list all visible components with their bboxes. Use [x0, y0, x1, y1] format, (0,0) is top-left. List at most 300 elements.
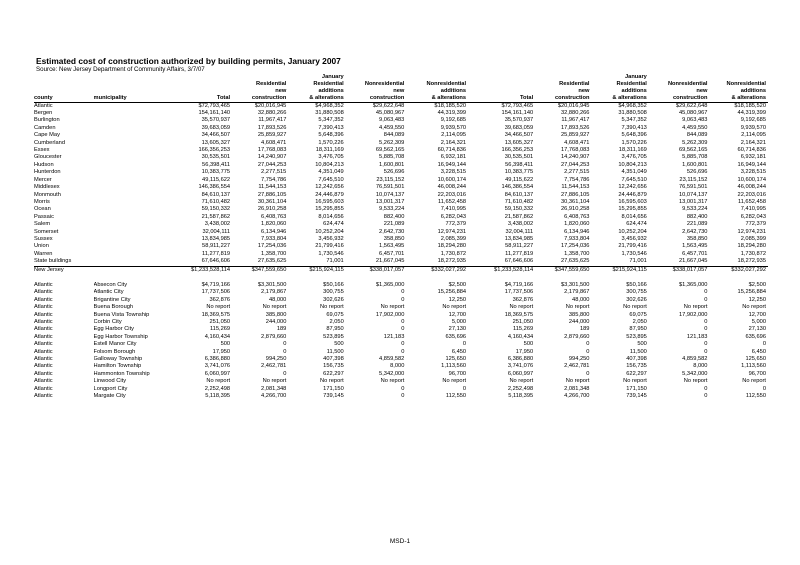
value-cell: 2,114,095: [441, 132, 467, 139]
value-cell: 221,089: [686, 221, 708, 228]
value-cell: 4,266,700: [564, 393, 590, 400]
value-cell: 115,269: [513, 326, 534, 333]
county-row: [34, 229, 768, 236]
value-cell: 58,911,227: [505, 243, 534, 250]
municipality-name: Egg Harbor Township: [93, 333, 148, 340]
value-cell: 30,535,501: [504, 154, 534, 161]
value-cell: $1,233,528,114: [494, 266, 534, 273]
value-cell: 385,800: [568, 311, 590, 318]
value-cell: 3,456,932: [318, 235, 344, 242]
county-name: Sussex: [34, 235, 53, 242]
value-cell: 14,240,907: [257, 154, 287, 161]
value-cell: 22,203,016: [737, 191, 766, 198]
value-cell: 87,950: [326, 326, 344, 333]
value-cell: $50,166: [626, 281, 647, 288]
value-cell: 2,085,399: [740, 235, 766, 242]
value-cell: 2,879,660: [564, 333, 590, 340]
value-cell: $347,559,650: [554, 266, 590, 273]
value-cell: 10,252,204: [618, 228, 647, 235]
value-cell: 4,859,582: [682, 356, 708, 363]
value-cell: 32,004,111: [202, 228, 231, 235]
value-cell: 6,060,997: [507, 370, 534, 377]
county-name: Cumberland: [34, 139, 65, 146]
value-cell: 166,356,253: [501, 147, 534, 154]
value-cell: 3,438,002: [507, 221, 534, 228]
value-cell: 10,383,775: [504, 169, 534, 176]
header-label: new: [696, 87, 708, 94]
county-name: Atlantic: [34, 333, 53, 340]
value-cell: 13,001,317: [678, 198, 708, 205]
value-cell: 739,145: [626, 393, 647, 400]
value-cell: No report: [509, 378, 534, 385]
value-cell: 49,115,622: [505, 176, 534, 183]
value-cell: $1,365,000: [375, 281, 405, 288]
value-cell: 1,820,060: [261, 221, 287, 228]
value-cell: 32,880,266: [560, 110, 590, 117]
value-cell: 7,390,413: [318, 124, 344, 131]
value-cell: 44,319,399: [737, 110, 766, 117]
value-cell: 0: [762, 385, 766, 392]
municipality-name: Estell Manor City: [93, 341, 137, 348]
header-total: [468, 88, 535, 95]
value-cell: 407,398: [626, 356, 647, 363]
source-note: Source: New Jersey Department of Community Affairs, 3/7/07: [36, 66, 205, 73]
value-cell: 5,118,395: [205, 393, 231, 400]
value-cell: 39,683,059: [201, 124, 231, 131]
header-label: & alterations: [709, 95, 768, 102]
value-cell: 12,242,656: [315, 184, 344, 191]
county-row: [34, 132, 768, 139]
value-cell: 3,741,076: [507, 363, 534, 370]
value-cell: No report: [206, 304, 231, 311]
value-cell: 994,250: [568, 356, 590, 363]
county-name: Passaic: [34, 213, 54, 220]
county-name: State buildings: [34, 258, 72, 265]
value-cell: 1,730,872: [740, 250, 766, 257]
value-cell: 154,161,140: [198, 110, 231, 117]
value-cell: 49,115,622: [202, 176, 231, 183]
municipality-row: [34, 356, 768, 363]
value-cell: 10,383,775: [201, 169, 231, 176]
county-name: Atlantic: [34, 319, 53, 325]
header-row: [34, 95, 768, 102]
value-cell: 362,876: [512, 296, 534, 303]
value-cell: 17,950: [515, 348, 534, 355]
header-label: Nonresidential: [364, 80, 405, 87]
value-cell: 11,277,819: [505, 250, 534, 257]
value-cell: 6,408,763: [564, 213, 590, 220]
county-name: Morris: [34, 198, 50, 205]
county-row: [34, 140, 768, 147]
county-name: Atlantic: [34, 289, 53, 296]
value-cell: $1,233,528,114: [190, 266, 231, 273]
value-cell: 12,250: [748, 296, 766, 303]
value-cell: 9,192,685: [440, 117, 467, 124]
value-cell: $20,016,945: [557, 102, 590, 109]
value-cell: 23,115,152: [679, 176, 708, 183]
value-cell: 11,652,458: [737, 198, 766, 205]
county-name: Atlantic: [34, 393, 53, 400]
value-cell: 882,400: [686, 213, 708, 220]
municipality-row: [34, 282, 768, 289]
value-cell: 407,398: [323, 356, 344, 363]
value-cell: 0: [283, 370, 287, 377]
header-label: additions: [621, 87, 647, 94]
value-cell: 146,386,554: [198, 184, 231, 191]
value-cell: 10,600,174: [737, 176, 766, 183]
header-label: new: [578, 87, 590, 94]
county-name: Essex: [34, 147, 50, 154]
value-cell: 0: [462, 341, 467, 348]
county-row: [34, 184, 768, 191]
value-cell: 17,902,000: [678, 311, 708, 318]
value-cell: No report: [206, 378, 231, 385]
municipality-name: Corbin City: [93, 319, 122, 325]
county-name: Burlington: [34, 117, 60, 124]
header-label: Nonresidential: [726, 80, 766, 87]
county-row: [34, 199, 768, 206]
value-cell: 2,252,498: [507, 385, 534, 392]
header-county: [34, 74, 94, 81]
value-cell: 2,050: [329, 319, 344, 325]
value-cell: 1,820,060: [564, 221, 590, 228]
value-cell: 0: [401, 348, 405, 355]
value-cell: 302,626: [323, 296, 344, 303]
value-cell: 11,967,417: [258, 117, 287, 124]
value-cell: 1,730,546: [318, 250, 344, 257]
value-cell: 1,600,801: [379, 161, 405, 168]
value-cell: 5,262,309: [682, 139, 708, 146]
value-cell: 358,850: [383, 235, 405, 242]
header-label: Nonresidential: [667, 80, 708, 87]
value-cell: 15,295,855: [618, 206, 647, 213]
value-cell: 59,150,332: [201, 206, 231, 213]
header-total: [468, 74, 535, 81]
value-cell: $215,924,115: [612, 266, 647, 273]
municipality-row: [34, 334, 768, 341]
header-label: [535, 74, 591, 81]
value-cell: 2,179,867: [261, 289, 287, 296]
value-cell: 5,347,352: [621, 117, 647, 124]
value-cell: 12,700: [748, 311, 766, 318]
value-cell: $332,027,292: [431, 266, 467, 273]
header-label: new: [393, 87, 405, 94]
value-cell: No report: [683, 378, 708, 385]
county-name: Monmouth: [34, 191, 61, 198]
value-cell: 500: [523, 341, 534, 348]
county-name: Somerset: [34, 228, 59, 235]
value-cell: 1,358,700: [261, 250, 287, 257]
municipality-row: [34, 304, 768, 311]
header-total: [176, 88, 232, 95]
value-cell: 12,700: [448, 311, 467, 318]
value-cell: 112,550: [445, 393, 467, 400]
header-label: January: [625, 74, 647, 80]
value-cell: 24,446,879: [315, 191, 344, 198]
header-label: Residential: [313, 80, 344, 87]
value-cell: 624,474: [323, 221, 344, 228]
value-cell: No report: [623, 378, 647, 385]
header-label: additions: [318, 87, 344, 94]
value-cell: $1,365,000: [678, 281, 708, 288]
header-label: Residential: [256, 80, 287, 87]
value-cell: No report: [683, 304, 708, 311]
value-cell: 17,902,000: [375, 311, 405, 318]
value-cell: 17,768,083: [257, 147, 287, 154]
value-cell: 26,910,258: [257, 206, 287, 213]
value-cell: 6,386,880: [204, 356, 231, 363]
value-cell: 27,130: [448, 326, 467, 333]
value-cell: 17,737,506: [201, 289, 231, 296]
value-cell: 1,570,226: [621, 139, 647, 146]
value-cell: 624,474: [626, 221, 647, 228]
value-cell: $50,166: [323, 281, 344, 288]
header-label: [709, 74, 768, 81]
value-cell: 1,730,546: [621, 250, 647, 257]
value-cell: 772,379: [445, 221, 467, 228]
county-name: Mercer: [34, 176, 52, 183]
value-cell: 69,075: [629, 311, 647, 318]
municipality-name: Buena Vista Township: [93, 311, 150, 318]
value-cell: 2,050: [632, 319, 647, 325]
header-municipality: municipality: [94, 95, 176, 102]
value-cell: 44,319,399: [437, 110, 467, 117]
value-cell: 15,295,855: [315, 206, 344, 213]
value-cell: 635,696: [745, 333, 766, 340]
value-cell: 11,277,819: [202, 250, 231, 257]
value-cell: 5,885,708: [379, 154, 405, 161]
value-cell: 3,438,002: [204, 221, 231, 228]
value-cell: 11,544,153: [258, 184, 287, 191]
county-name: Atlantic: [34, 296, 53, 303]
county-name: Atlantic: [34, 341, 53, 348]
county-name: Atlantic: [34, 356, 53, 363]
value-cell: 56,398,411: [505, 161, 534, 168]
value-cell: 25,859,927: [257, 132, 287, 139]
value-cell: 87,950: [629, 326, 647, 333]
value-cell: 16,949,144: [737, 161, 766, 168]
value-cell: 8,000: [693, 363, 708, 370]
county-row: [34, 206, 768, 213]
value-cell: 0: [462, 385, 467, 392]
municipality-name: Hammonton Township: [93, 370, 150, 377]
county-row: [34, 177, 768, 184]
value-cell: 12,974,231: [737, 228, 766, 235]
value-cell: 14,240,907: [560, 154, 590, 161]
value-cell: 1,570,226: [318, 139, 344, 146]
value-cell: 13,605,327: [504, 139, 534, 146]
value-cell: 32,004,111: [505, 228, 534, 235]
header-label: construction: [232, 95, 288, 102]
municipality-name: Folsom Borough: [93, 348, 136, 355]
header-county: [34, 88, 94, 95]
value-cell: 10,252,204: [315, 228, 344, 235]
value-cell: 0: [704, 393, 708, 400]
value-cell: 3,476,705: [621, 154, 647, 161]
value-cell: 6,060,997: [204, 370, 231, 377]
header-municipality: [94, 88, 176, 95]
value-cell: 0: [586, 341, 590, 348]
county-row: [34, 162, 768, 169]
county-row: [34, 251, 768, 258]
value-cell: 25,859,927: [560, 132, 590, 139]
municipality-row: [34, 312, 768, 319]
value-cell: 18,311,169: [315, 147, 344, 154]
value-cell: 60,714,836: [737, 147, 766, 154]
value-cell: 21,587,862: [201, 213, 231, 220]
county-name: New Jersey: [34, 266, 64, 273]
value-cell: 59,150,332: [504, 206, 534, 213]
value-cell: 125,650: [445, 356, 467, 363]
municipality-name: Margate City: [93, 393, 126, 400]
value-cell: 882,400: [383, 213, 405, 220]
header-label: Residential: [559, 80, 590, 87]
value-cell: 2,164,321: [740, 139, 766, 146]
value-cell: 0: [283, 348, 287, 355]
value-cell: 15,256,884: [737, 289, 766, 296]
header-label: additions: [440, 87, 467, 94]
value-cell: 27,635,625: [257, 258, 287, 265]
header-row: [34, 88, 768, 95]
value-cell: 4,459,550: [379, 124, 405, 131]
municipality-row: [34, 371, 768, 378]
value-cell: 2,114,095: [741, 132, 766, 139]
value-cell: 71,001: [326, 258, 344, 265]
value-cell: 16,595,603: [618, 198, 647, 205]
value-cell: 69,075: [326, 311, 344, 318]
value-cell: 0: [401, 385, 405, 392]
county-name: Atlantic: [34, 370, 53, 377]
value-cell: 34,466,507: [201, 132, 231, 139]
county-row: [34, 243, 768, 250]
header-label: construction: [346, 95, 407, 102]
value-cell: 0: [283, 341, 287, 348]
header-county: [34, 81, 94, 88]
value-cell: 251,050: [209, 319, 231, 325]
value-cell: 7,410,995: [440, 206, 467, 213]
value-cell: 67,646,606: [504, 258, 534, 265]
value-cell: 3,228,515: [740, 169, 766, 176]
value-cell: 71,610,482: [201, 198, 231, 205]
county-row: [34, 169, 768, 176]
value-cell: 0: [586, 348, 590, 355]
value-cell: No report: [442, 378, 467, 385]
municipality-row: [34, 319, 768, 326]
value-cell: 9,939,570: [440, 124, 467, 131]
value-cell: 500: [220, 341, 231, 348]
value-cell: 5,342,000: [682, 370, 708, 377]
municipality-row: [34, 378, 768, 385]
value-cell: 2,085,399: [440, 235, 467, 242]
value-cell: 48,000: [268, 296, 287, 303]
value-cell: 3,456,932: [621, 235, 647, 242]
value-cell: 0: [704, 319, 708, 325]
value-cell: 115,269: [209, 326, 231, 333]
municipality-row: [34, 297, 768, 304]
value-cell: 8,014,656: [621, 213, 647, 220]
header-total: Total: [468, 95, 535, 102]
value-cell: 622,297: [626, 370, 647, 377]
value-cell: No report: [380, 304, 405, 311]
value-cell: 156,735: [626, 363, 647, 370]
value-cell: 27,886,105: [560, 191, 590, 198]
value-cell: 7,390,413: [621, 124, 647, 131]
header-county: county: [34, 95, 94, 102]
value-cell: $338,017,057: [369, 266, 405, 273]
municipality-row: [34, 386, 768, 393]
municipality-name: Buena Borough: [93, 304, 134, 311]
value-cell: $3,301,500: [560, 281, 590, 288]
county-name: Cape May: [34, 132, 60, 139]
value-cell: 58,911,227: [202, 243, 231, 250]
value-cell: 6,932,181: [740, 154, 766, 161]
value-cell: 221,089: [383, 221, 405, 228]
value-cell: 84,610,137: [201, 191, 231, 198]
header-total: [468, 81, 535, 88]
value-cell: 39,683,059: [504, 124, 534, 131]
value-cell: 7,645,510: [621, 176, 647, 183]
header-label: [649, 74, 710, 81]
header-label: construction: [649, 95, 710, 102]
value-cell: 16,595,603: [315, 198, 344, 205]
value-cell: 300,755: [626, 289, 647, 296]
county-name: Camden: [34, 124, 56, 131]
value-cell: $29,622,648: [372, 102, 405, 109]
municipality-name: Brigantine City: [93, 296, 131, 303]
value-cell: $18,185,520: [434, 102, 467, 109]
value-cell: 45,080,967: [678, 110, 708, 117]
value-cell: 500: [637, 341, 647, 348]
value-cell: 8,000: [390, 363, 405, 370]
value-cell: 0: [704, 348, 708, 355]
value-cell: 7,410,995: [740, 206, 766, 213]
value-cell: 3,476,705: [318, 154, 344, 161]
value-cell: 21,667,045: [678, 258, 708, 265]
header-municipality: [94, 74, 176, 81]
value-cell: 5,648,396: [318, 132, 344, 139]
value-cell: 2,462,781: [564, 363, 590, 370]
value-cell: 4,160,434: [507, 333, 534, 340]
value-cell: 0: [704, 289, 708, 296]
value-cell: 46,008,244: [437, 184, 467, 191]
county-row: [34, 102, 768, 110]
value-cell: 21,667,045: [375, 258, 405, 265]
value-cell: 45,080,967: [375, 110, 405, 117]
value-cell: 125,650: [745, 356, 766, 363]
county-row: [34, 154, 768, 161]
county-name: Atlantic: [34, 385, 53, 392]
value-cell: 2,164,321: [440, 139, 467, 146]
value-cell: 994,250: [265, 356, 287, 363]
county-row: [34, 147, 768, 154]
value-cell: 4,266,700: [261, 393, 287, 400]
table-header: [34, 74, 768, 102]
value-cell: 0: [704, 296, 708, 303]
value-cell: $72,793,465: [198, 102, 231, 109]
county-name: Bergen: [34, 110, 53, 117]
value-cell: 0: [401, 296, 405, 303]
header-label: January: [321, 74, 344, 80]
header-label: additions: [740, 87, 766, 94]
value-cell: 1,563,495: [682, 243, 708, 250]
header-total: [176, 74, 232, 81]
value-cell: 9,192,685: [740, 117, 766, 124]
header-total: Total: [176, 95, 232, 102]
county-row: [34, 110, 768, 117]
value-cell: 166,356,253: [198, 147, 231, 154]
header-label: & alterations: [591, 95, 648, 102]
value-cell: 0: [401, 319, 405, 325]
